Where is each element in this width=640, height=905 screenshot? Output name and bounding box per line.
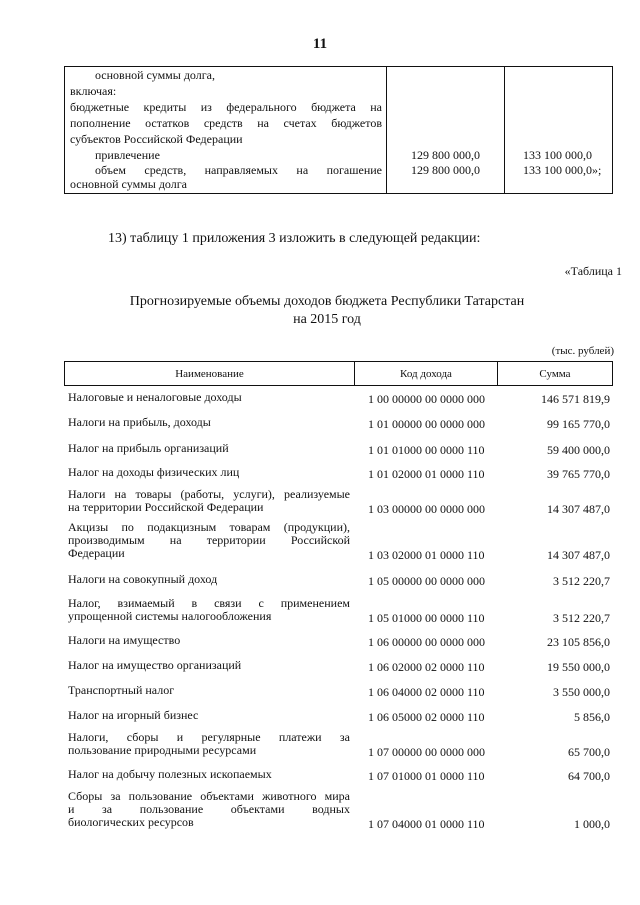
cont-line-2: включая: (70, 84, 117, 98)
row-amount: 19 550 000,0 (547, 660, 610, 674)
page-number: 11 (312, 36, 328, 52)
row-code: 1 06 04000 02 0000 110 (368, 685, 485, 699)
row-amount: 59 400 000,0 (547, 443, 610, 457)
row-code: 1 07 04000 01 0000 110 (368, 817, 485, 831)
row-name: Акцизы по подакцизным товарам (продукции), производимым на территории Российской Федерации (68, 520, 350, 560)
row-name: Налоги, сборы и регулярные платежи за пользование природными ресурсами (68, 730, 350, 757)
row-code: 1 06 05000 02 0000 110 (368, 710, 485, 724)
column-header-name: Наименование (65, 362, 355, 385)
instruction-text: 13) таблицу 1 приложения 3 изложить в следующей редакции: (108, 231, 481, 246)
row-amount: 5 856,0 (574, 710, 610, 724)
row-code: 1 01 00000 00 0000 000 (368, 417, 485, 431)
row-amount: 1 000,0 (574, 817, 610, 831)
row-amount: 64 700,0 (568, 769, 610, 783)
row-name: Налог на имущество организаций (68, 658, 242, 672)
cont-2016-value-2: 133 100 000,0»; (523, 163, 602, 177)
row-amount: 14 307 487,0 (547, 502, 610, 516)
row-code: 1 00 00000 00 0000 000 (368, 392, 485, 406)
row-amount: 146 571 819,9 (541, 392, 610, 406)
cont-line-3: бюджетные кредиты из федерального бюджета на (70, 100, 382, 114)
row-code: 1 03 02000 01 0000 110 (368, 548, 485, 562)
row-amount: 14 307 487,0 (547, 548, 610, 562)
row-name: Налог на доходы физических лиц (68, 465, 240, 479)
row-code: 1 06 02000 02 0000 110 (368, 660, 485, 674)
row-code: 1 06 00000 00 0000 000 (368, 635, 485, 649)
row-name: Налоги на имущество (68, 633, 181, 647)
row-name: Сборы за пользование объектами животного мира и за пользование объектами водных биологических ресурсов (68, 789, 350, 829)
row-name: Налог на игорный бизнес (68, 708, 199, 722)
cont-line-6: привлечение (95, 148, 160, 162)
column-header-amount: Сумма (539, 367, 571, 380)
row-code: 1 07 01000 01 0000 110 (368, 769, 485, 783)
continuation-name-column (65, 67, 387, 193)
column-header-code: Код дохода (355, 362, 498, 385)
row-code: 1 01 01000 00 0000 110 (368, 443, 485, 457)
row-name: Налоги на товары (работы, услуги), реализуемые на территории Российской Федерации (68, 487, 350, 514)
row-name: Налог, взимаемый в связи с применением упрощенной системы налогообложения (68, 596, 350, 623)
table-title-line-2: на 2015 год (293, 312, 361, 327)
row-name: Налоговые и неналоговые доходы (68, 390, 242, 404)
row-amount: 3 512 220,7 (553, 611, 610, 625)
cont-2015-value-2: 129 800 000,0 (411, 163, 480, 177)
row-code: 1 05 00000 00 0000 000 (368, 574, 485, 588)
continuation-2016-column (505, 67, 612, 193)
row-name: Налог на добычу полезных ископаемых (68, 767, 272, 781)
row-amount: 99 165 770,0 (547, 417, 610, 431)
table-title-line-1: Прогнозируемые объемы доходов бюджета Республики Татарстан (129, 294, 525, 309)
row-code: 1 03 00000 00 0000 000 (368, 502, 485, 516)
row-code: 1 07 00000 00 0000 000 (368, 745, 485, 759)
row-amount: 3 550 000,0 (553, 685, 610, 699)
row-amount: 39 765 770,0 (547, 467, 610, 481)
row-name: Налоги на совокупный доход (68, 572, 218, 586)
table-header (64, 361, 613, 386)
units-label: (тыс. рублей) (551, 345, 614, 357)
row-code: 1 01 02000 01 0000 110 (368, 467, 485, 481)
table-reference: «Таблица 1 (564, 264, 622, 278)
cont-line-4: пополнение остатков средств на счетах бюджетов (70, 116, 382, 130)
continuation-table (64, 66, 613, 194)
cont-line-1: основной суммы долга, (95, 68, 215, 82)
row-name: Налог на прибыль организаций (68, 441, 229, 455)
cont-line-7: объем средств, направляемых на погашение (95, 163, 382, 177)
cont-line-5: субъектов Российской Федерации (70, 132, 243, 146)
row-amount: 65 700,0 (568, 745, 610, 759)
row-amount: 3 512 220,7 (553, 574, 610, 588)
row-amount: 23 105 856,0 (547, 635, 610, 649)
row-name: Транспортный налог (68, 683, 175, 697)
cont-2015-value-1: 129 800 000,0 (411, 148, 480, 162)
continuation-2015-column (387, 67, 505, 193)
row-code: 1 05 01000 00 0000 110 (368, 611, 485, 625)
cont-line-8: основной суммы долга (70, 177, 187, 191)
cont-2016-value-1: 133 100 000,0 (523, 148, 592, 162)
row-name: Налоги на прибыль, доходы (68, 415, 211, 429)
